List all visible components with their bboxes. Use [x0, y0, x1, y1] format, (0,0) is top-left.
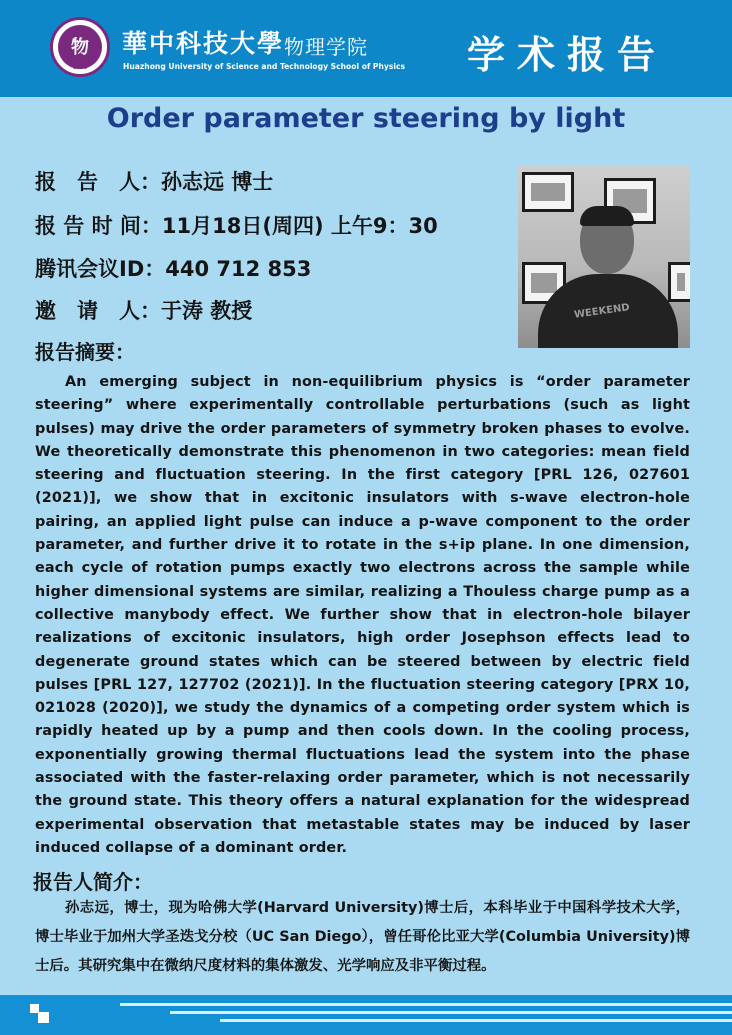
abstract-heading: 报告摘要： [35, 340, 135, 364]
school-name-cn: 物理学院 [284, 35, 368, 59]
university-name-cn: 華中科技大學 [122, 29, 285, 58]
university-name-en: Huazhong University of Science and Technology School of Physics [123, 62, 405, 71]
footer-square-icon [38, 1012, 49, 1023]
logo-glyph-icon: 物 [71, 37, 89, 58]
wall-frame [522, 172, 574, 212]
footer-stripe [220, 1019, 732, 1022]
talk-title: Order parameter steering by light [106, 103, 626, 134]
bio-heading: 报告人简介： [33, 870, 153, 894]
university-logo [50, 17, 110, 77]
shirt-text: WEEKEND [573, 302, 631, 321]
person-hair [580, 206, 634, 226]
header-banner [0, 0, 732, 97]
logo-year: 1953 [72, 64, 88, 71]
speaker-photo [518, 166, 690, 348]
abstract-text: An emerging subject in non-equilibrium physics is “order parameter steering” where experimentally controllable perturbations (such as light pulses) may drive the order parameters of symmetry broken phases to evolve. We theoretically demonstrate this phenomenon in two categories: mean field steering and fluctuation steering. In the first category [PRL 126, 027601 (2021)], we show that in excitonic insulators with s-wave electron-hole pairing, an applied light pulse can induce a p-wave component to the order parameter, and further drive it to rotate in the s+ip plane. In one dimension, each cycle of rotation pumps exactly two electrons across the sample while higher dimensional systems are similar, realizing a Thouless charge pump as a collective manybody effect. We further show that in electron-hole bilayer realizations of excitonic insulators, high order Josephson effects lead to degenerate ground states which can be steered between by electric field pulses [PRL 127, 127702 (2021)]. In the fluctuation steering category [PRX 10, 021028 (2020)], we study the dynamics of a competing order system which is rapidly heated up by a pump and then cools down. In the cooling process, exponentially growing thermal fluctuations lead the system into the phase associated with the faster-relaxing order parameter, which is not necessarily the ground state. This theory offers a natural explanation for the widespread experimental observation that metastable states may be induced by laser induced collapse of a dominant order. [35, 374, 690, 856]
speaker-line: 报 告 人：孙志远 博士 [35, 170, 274, 194]
logo-emblem [58, 25, 102, 69]
time-line: 报 告 时 间：11月18日(周四) 上午9：30 [35, 214, 438, 238]
report-title: 学术报告 [467, 32, 668, 77]
footer-band [0, 995, 732, 1035]
footer-stripe [170, 1011, 732, 1014]
host-line: 邀 请 人：于涛 教授 [35, 299, 253, 323]
wall-frame [668, 262, 690, 302]
footer-stripe [120, 1003, 732, 1006]
meeting-id-line: 腾讯会议ID：440 712 853 [35, 257, 312, 281]
bio-text: 孙志远，博士，现为哈佛大学(Harvard University)博士后，本科毕业于中国科学技术大学，博士毕业于加州大学圣迭戈分校（UC San Diego），曾任哥伦比亚大学(Columbia University)博士后。其研究集中在微纳尺度材料的集体激发、光学响应及非平衡过程。 [35, 900, 690, 974]
